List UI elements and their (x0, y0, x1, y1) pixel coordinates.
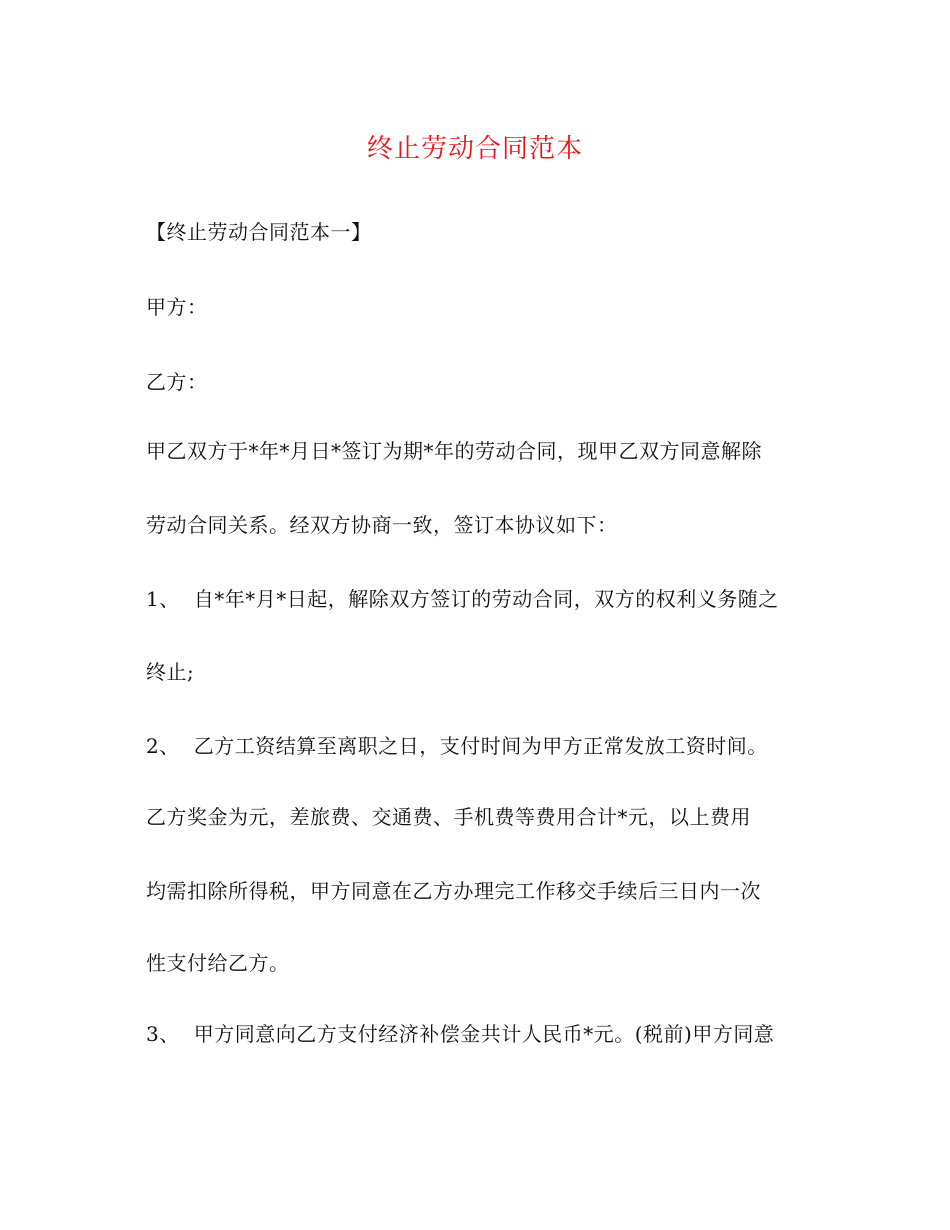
list-item-1 (146, 585, 779, 613)
section-heading: 【终止劳动合同范本一】 (146, 220, 372, 244)
paragraph-line: 乙方奖金为元，差旅费、交通费、手机费等费用合计*元，以上费用 (146, 805, 751, 829)
party-a-label: 甲方： (146, 295, 208, 319)
item-text: 自*年*月*日起，解除双方签订的劳动合同，双方的权利义务随之 (193, 587, 779, 611)
item-number: 3、 (146, 1022, 180, 1046)
paragraph-line: 终止; (146, 660, 195, 684)
list-item-3 (146, 1020, 774, 1048)
document-title: 终止劳动合同范本 (366, 134, 583, 164)
paragraph-line: 劳动合同关系。经双方协商一致，签订本协议如下： (146, 513, 618, 537)
paragraph-line: 均需扣除所得税，甲方同意在乙方办理完工作移交手续后三日内一次 (146, 879, 761, 903)
item-number: 2、 (146, 734, 180, 758)
item-text: 甲方同意向乙方支付经济补偿金共计人民币*元。(税前)甲方同意 (193, 1022, 775, 1046)
paragraph-line: 甲乙双方于*年*月日*签订为期*年的劳动合同，现甲乙双方同意解除 (146, 439, 762, 463)
item-text: 乙方工资结算至离职之日，支付时间为甲方正常发放工资时间。 (193, 734, 768, 758)
item-number: 1、 (146, 587, 180, 611)
paragraph-line: 性支付给乙方。 (146, 951, 290, 975)
party-b-label: 乙方： (146, 370, 208, 394)
list-item-2 (146, 732, 768, 760)
